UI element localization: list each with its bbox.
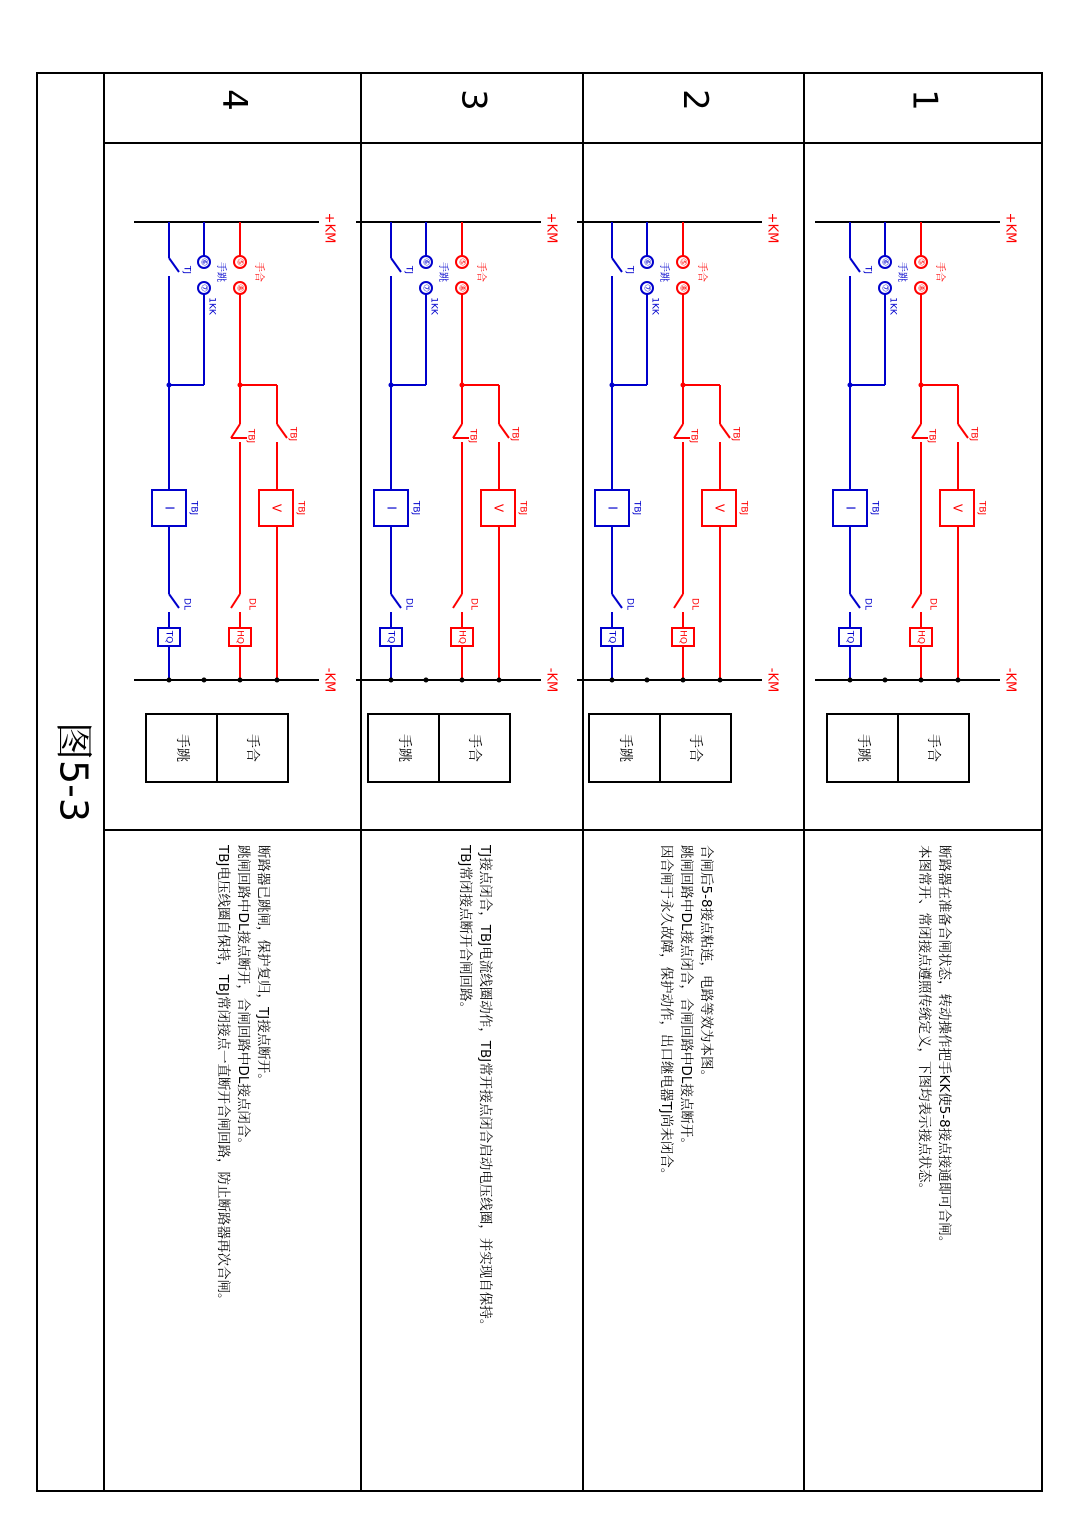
description-line: 断路器已跳闸，保护复归，TJ接点断开。 bbox=[255, 845, 271, 1087]
kk-close-label: 手合 bbox=[934, 262, 945, 282]
kk-close-label: 手合 bbox=[475, 262, 486, 282]
column-1 bbox=[815, 89, 1018, 1249]
tbj-current-coil-label: I bbox=[162, 506, 177, 510]
bus-negative-label: -KM bbox=[764, 667, 780, 693]
tbj-voltage-coil-tag: TBJ bbox=[295, 500, 306, 516]
bus-negative-label: -KM bbox=[543, 667, 559, 693]
tbj-voltage-coil-label: V bbox=[269, 503, 284, 513]
tj-label: TJ bbox=[403, 265, 414, 275]
kk-close-mark-a: ⑤ bbox=[915, 257, 926, 267]
kk-label: 1KK bbox=[887, 297, 898, 315]
junction-dot bbox=[645, 678, 650, 683]
dl-trip-contact bbox=[169, 594, 179, 608]
bus-positive-label: +KM bbox=[321, 212, 337, 244]
tbj-voltage-coil-label: V bbox=[712, 503, 727, 513]
column-number: 1 bbox=[904, 89, 945, 111]
kk-close-mark-a: ⑤ bbox=[456, 257, 467, 267]
dl-trip-contact bbox=[612, 594, 622, 608]
junction-dot bbox=[610, 383, 615, 388]
description-line: 跳闸回路中DL接点闭合，合闸回路中DL接点断开。 bbox=[678, 845, 694, 1151]
figure-label: 图5-3 bbox=[51, 721, 96, 823]
hq-coil-label: HQ bbox=[456, 630, 467, 644]
dl-trip-label: DL bbox=[624, 598, 635, 610]
bus-negative-label: -KM bbox=[321, 667, 337, 693]
dl-close-contact bbox=[231, 594, 240, 608]
kk-trip-mark-a: ⑥ bbox=[641, 257, 652, 267]
junction-dot bbox=[238, 678, 243, 683]
tbj-voltage-coil-tag: TBJ bbox=[517, 500, 528, 516]
kk-trip-mark-b: ⑦ bbox=[641, 283, 652, 293]
tbj-nc-contact bbox=[453, 424, 462, 438]
kk-trip-mark-b: ⑦ bbox=[879, 283, 890, 293]
dl-trip-contact bbox=[850, 594, 860, 608]
kk-trip-label: 手跳 bbox=[437, 262, 448, 282]
kk-label: 1KK bbox=[649, 297, 660, 315]
dl-close-label: DL bbox=[468, 598, 479, 610]
kk-trip-label: 手跳 bbox=[658, 262, 669, 282]
junction-dot bbox=[848, 678, 853, 683]
tbj-current-coil-label: I bbox=[605, 506, 620, 510]
junction-dot bbox=[460, 383, 465, 388]
tbj-current-coil-label: I bbox=[843, 506, 858, 510]
tbj-no-label: TBJ bbox=[968, 426, 979, 442]
description-line: TBJ电压线圈自保持，TBJ常闭接点一直断开合闸回路，防止断路器再次合闸。 bbox=[215, 845, 231, 1307]
dl-close-contact bbox=[912, 594, 921, 608]
tbj-no-contact bbox=[958, 424, 968, 438]
legend-hand-trip: 手跳 bbox=[617, 734, 633, 762]
bus-negative-label: -KM bbox=[1002, 667, 1018, 693]
column-number: 4 bbox=[214, 89, 254, 111]
kk-close-mark-b: ⑧ bbox=[234, 283, 245, 293]
description-line: 断路器在准备合闸状态，转动操作把手KK使5-8接点接通即可合闸。 bbox=[936, 845, 952, 1250]
kk-trip-label: 手跳 bbox=[215, 262, 226, 282]
dl-close-label: DL bbox=[927, 598, 938, 610]
tj-contact bbox=[391, 258, 401, 272]
kk-label: 1KK bbox=[206, 297, 217, 315]
kk-close-mark-b: ⑧ bbox=[677, 283, 688, 293]
tbj-nc-label: TBJ bbox=[467, 428, 478, 444]
dl-close-contact bbox=[674, 594, 683, 608]
junction-dot bbox=[956, 678, 961, 683]
tbj-current-coil-tag: TBJ bbox=[869, 500, 880, 516]
column-number: 2 bbox=[675, 89, 715, 111]
kk-close-mark-b: ⑧ bbox=[915, 283, 926, 293]
kk-trip-mark-b: ⑦ bbox=[198, 283, 209, 293]
legend-hand-close: 手合 bbox=[925, 734, 941, 762]
description-line: TBJ常闭接点断开合闸回路。 bbox=[457, 845, 473, 1015]
kk-trip-mark-a: ⑥ bbox=[198, 257, 209, 267]
dl-trip-label: DL bbox=[181, 598, 192, 610]
junction-dot bbox=[681, 383, 686, 388]
tbj-voltage-coil-label: V bbox=[950, 503, 965, 513]
kk-close-mark-a: ⑤ bbox=[234, 257, 245, 267]
tbj-no-contact bbox=[720, 424, 730, 438]
dl-close-contact bbox=[453, 594, 462, 608]
column-3 bbox=[356, 89, 559, 1332]
hq-coil-label: HQ bbox=[677, 630, 688, 644]
tbj-no-label: TBJ bbox=[730, 426, 741, 442]
dl-trip-label: DL bbox=[862, 598, 873, 610]
tq-coil-label: TQ bbox=[606, 630, 617, 644]
tj-contact bbox=[169, 258, 179, 272]
junction-dot bbox=[610, 678, 615, 683]
junction-dot bbox=[919, 678, 924, 683]
junction-dot bbox=[883, 678, 888, 683]
tbj-nc-contact bbox=[912, 424, 921, 438]
junction-dot bbox=[202, 678, 207, 683]
tq-coil-label: TQ bbox=[163, 630, 174, 644]
description-line: 合闸后5-8接点粘连，电路等效为本图。 bbox=[698, 845, 714, 1084]
kk-trip-mark-a: ⑥ bbox=[420, 257, 431, 267]
kk-close-mark-b: ⑧ bbox=[456, 283, 467, 293]
tbj-voltage-coil-tag: TBJ bbox=[976, 500, 987, 516]
legend-hand-close: 手合 bbox=[687, 734, 703, 762]
columns-group bbox=[134, 89, 1018, 1332]
junction-dot bbox=[275, 678, 280, 683]
tbj-nc-label: TBJ bbox=[926, 428, 937, 444]
bus-positive-label: +KM bbox=[543, 212, 559, 244]
tbj-voltage-coil-tag: TBJ bbox=[738, 500, 749, 516]
hq-coil-label: HQ bbox=[915, 630, 926, 644]
tj-label: TJ bbox=[862, 265, 873, 275]
hq-coil-label: HQ bbox=[234, 630, 245, 644]
tbj-nc-contact bbox=[674, 424, 683, 438]
legend-hand-close: 手合 bbox=[466, 734, 482, 762]
tbj-voltage-coil-label: V bbox=[491, 503, 506, 513]
junction-dot bbox=[167, 383, 172, 388]
tbj-current-coil-tag: TBJ bbox=[410, 500, 421, 516]
kk-trip-label: 手跳 bbox=[896, 262, 907, 282]
tj-label: TJ bbox=[181, 265, 192, 275]
dl-trip-contact bbox=[391, 594, 401, 608]
tbj-no-contact bbox=[499, 424, 509, 438]
junction-dot bbox=[389, 678, 394, 683]
kk-close-label: 手合 bbox=[253, 262, 264, 282]
tj-contact bbox=[612, 258, 622, 272]
junction-dot bbox=[718, 678, 723, 683]
tbj-nc-label: TBJ bbox=[245, 428, 256, 444]
tbj-nc-label: TBJ bbox=[688, 428, 699, 444]
dl-close-label: DL bbox=[246, 598, 257, 610]
tj-label: TJ bbox=[624, 265, 635, 275]
junction-dot bbox=[424, 678, 429, 683]
column-4 bbox=[134, 89, 337, 1306]
tbj-nc-contact bbox=[231, 424, 240, 438]
dl-trip-label: DL bbox=[403, 598, 414, 610]
column-number: 3 bbox=[453, 89, 494, 111]
legend-hand-trip: 手跳 bbox=[855, 734, 871, 762]
bus-positive-label: +KM bbox=[764, 212, 780, 244]
tq-coil-label: TQ bbox=[385, 630, 396, 644]
description-line: 跳闸回路中DL接点断开，合闸回路中DL接点闭合。 bbox=[235, 845, 251, 1151]
tq-coil-label: TQ bbox=[844, 630, 855, 644]
junction-dot bbox=[389, 383, 394, 388]
junction-dot bbox=[167, 678, 172, 683]
legend-hand-trip: 手跳 bbox=[396, 734, 412, 762]
kk-close-mark-a: ⑤ bbox=[677, 257, 688, 267]
kk-trip-mark-a: ⑥ bbox=[879, 257, 890, 267]
legend-hand-trip: 手跳 bbox=[174, 734, 190, 762]
tbj-no-label: TBJ bbox=[287, 426, 298, 442]
kk-trip-mark-b: ⑦ bbox=[420, 283, 431, 293]
junction-dot bbox=[497, 678, 502, 683]
tbj-current-coil-tag: TBJ bbox=[631, 500, 642, 516]
bus-positive-label: +KM bbox=[1002, 212, 1018, 244]
tj-contact bbox=[850, 258, 860, 272]
tbj-current-coil-label: I bbox=[384, 506, 399, 510]
description-line: TJ接点闭合，TBJ电流线圈动作，TBJ常开接点闭合启动电压线圈，并实现自保持。 bbox=[477, 845, 493, 1333]
junction-dot bbox=[681, 678, 686, 683]
legend-hand-close: 手合 bbox=[244, 734, 260, 762]
dl-close-label: DL bbox=[689, 598, 700, 610]
junction-dot bbox=[460, 678, 465, 683]
column-2 bbox=[577, 89, 780, 1181]
description-line: 因合闸于永久故障，保护动作，出口继电器TJ尚未闭合。 bbox=[658, 845, 674, 1182]
kk-label: 1KK bbox=[428, 297, 439, 315]
description-line: 本图常开、常闭接点遵照传统定义，下图均表示接点状态。 bbox=[916, 845, 932, 1196]
junction-dot bbox=[238, 383, 243, 388]
junction-dot bbox=[919, 383, 924, 388]
tbj-current-coil-tag: TBJ bbox=[188, 500, 199, 516]
kk-close-label: 手合 bbox=[696, 262, 707, 282]
tbj-no-contact bbox=[277, 424, 287, 438]
tbj-no-label: TBJ bbox=[509, 426, 520, 442]
junction-dot bbox=[848, 383, 853, 388]
